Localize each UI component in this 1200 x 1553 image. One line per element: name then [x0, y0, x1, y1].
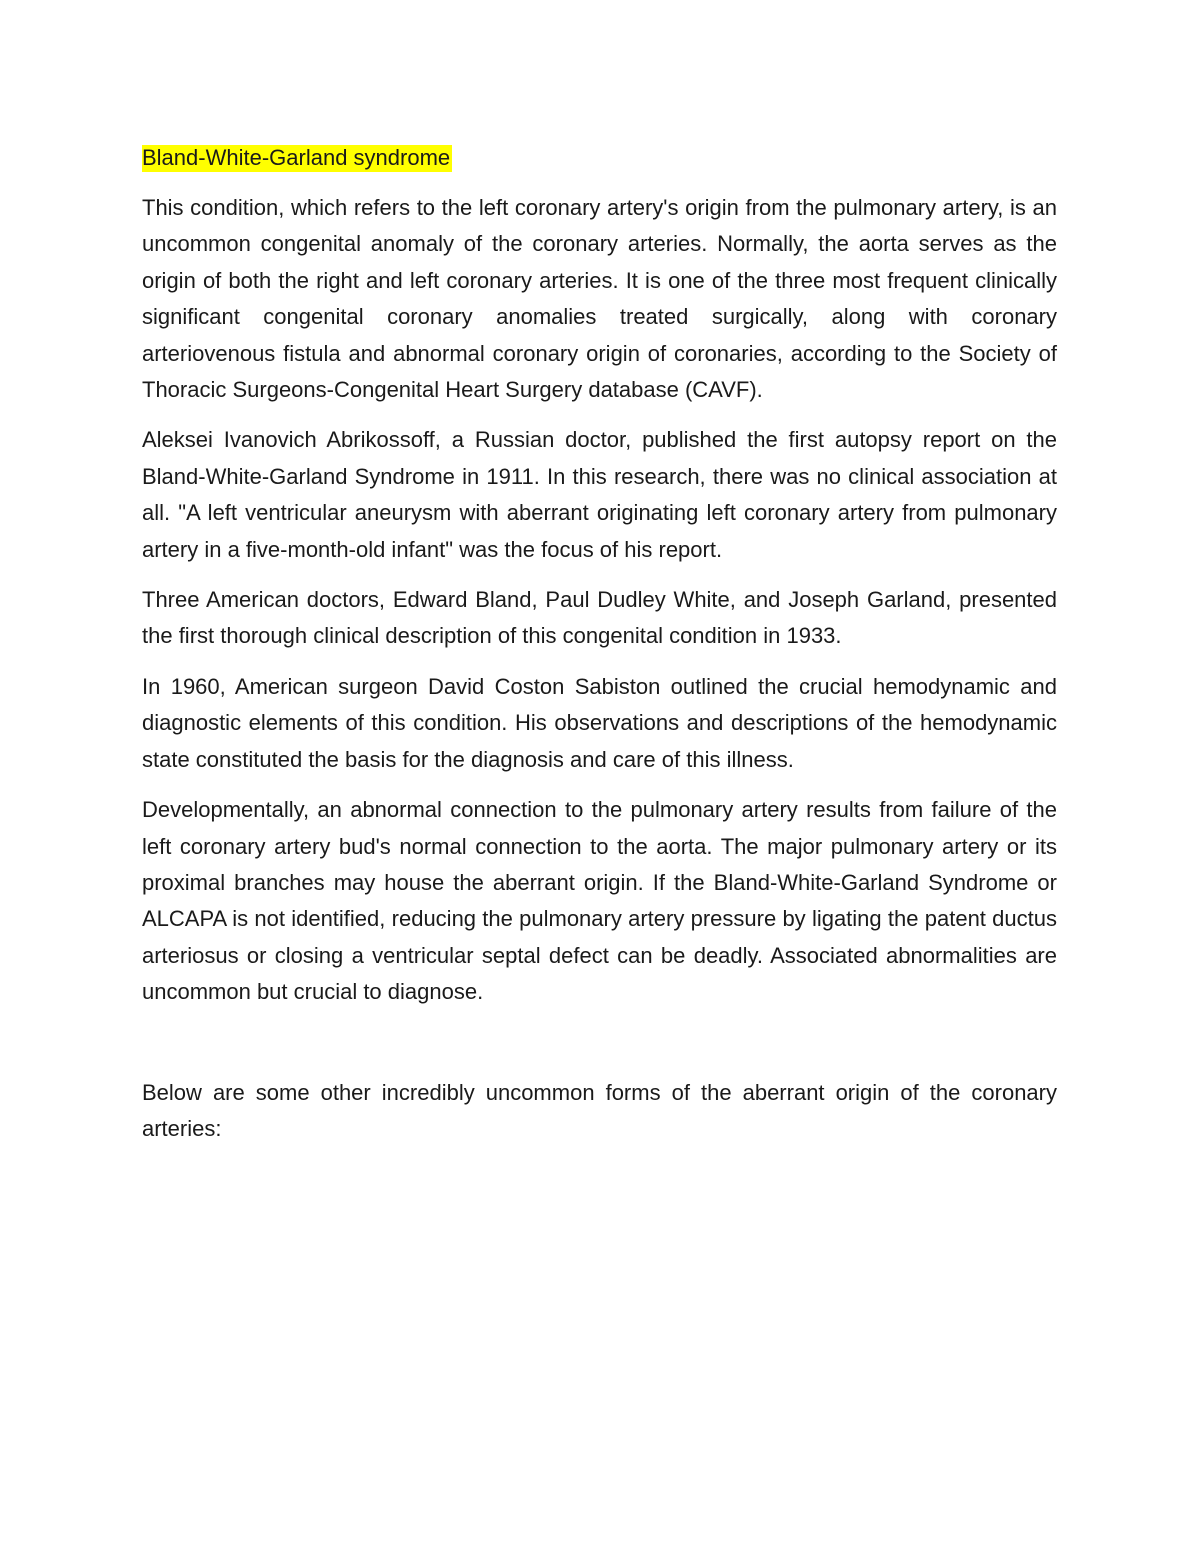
paragraph-history-1960: In 1960, American surgeon David Coston Sabiston outlined the crucial hemodynamic and diagnostic elements of this condition. His observations and descriptions of the hemodynamic state constituted the basis for the diagnosis and care of this illness.	[142, 673, 1057, 772]
document-title	[142, 140, 1057, 176]
document-body	[142, 140, 1057, 1161]
paragraph-history-1933: Three American doctors, Edward Bland, Paul Dudley White, and Joseph Garland, presented the first thorough clinical description of this congenital condition in 1933.	[142, 587, 1057, 649]
paragraph-intro: This condition, which refers to the left coronary artery's origin from the pulmonary artery, is an uncommon congenital anomaly of the coronary arteries. Normally, the aorta serves as the origin of both the right and left coronary arteries. It is one of the three most frequent clinically significant congenital coronary anomalies treated surgically, along with coronary arteriovenous fistula and abnormal coronary origin of coronaries, according to the Society of Thoracic Surgeons-Congenital Heart Surgery database (CAVF).	[142, 195, 1057, 403]
paragraph-development: Developmentally, an abnormal connection to the pulmonary artery results from failure of the left coronary artery bud's normal connection to the aorta. The major pulmonary artery or its proximal branches may house the aberrant origin. If the Bland-White-Garland Syndrome or ALCAPA is not identified, reducing the pulmonary artery pressure by ligating the patent ductus arteriosus or closing a ventricular septal defect can be deadly. Associated abnormalities are uncommon but crucial to diagnose.	[142, 797, 1057, 1005]
paragraph-other-forms: Below are some other incredibly uncommon forms of the aberrant origin of the coronary arteries:	[142, 1079, 1057, 1141]
paragraph-history-abrikossoff: Aleksei Ivanovich Abrikossoff, a Russian doctor, published the first autopsy report on the Bland-White-Garland Syndrome in 1911. In this research, there was no clinical association at all. "A left ventricular aneurysm with aberrant originating left coronary artery from pulmonary artery in a five-month-old infant" was the focus of his report.	[142, 427, 1057, 562]
highlighted-title-text: Bland-White-Garland syndrome	[142, 145, 451, 170]
blank-line-spacer	[142, 1025, 1057, 1075]
